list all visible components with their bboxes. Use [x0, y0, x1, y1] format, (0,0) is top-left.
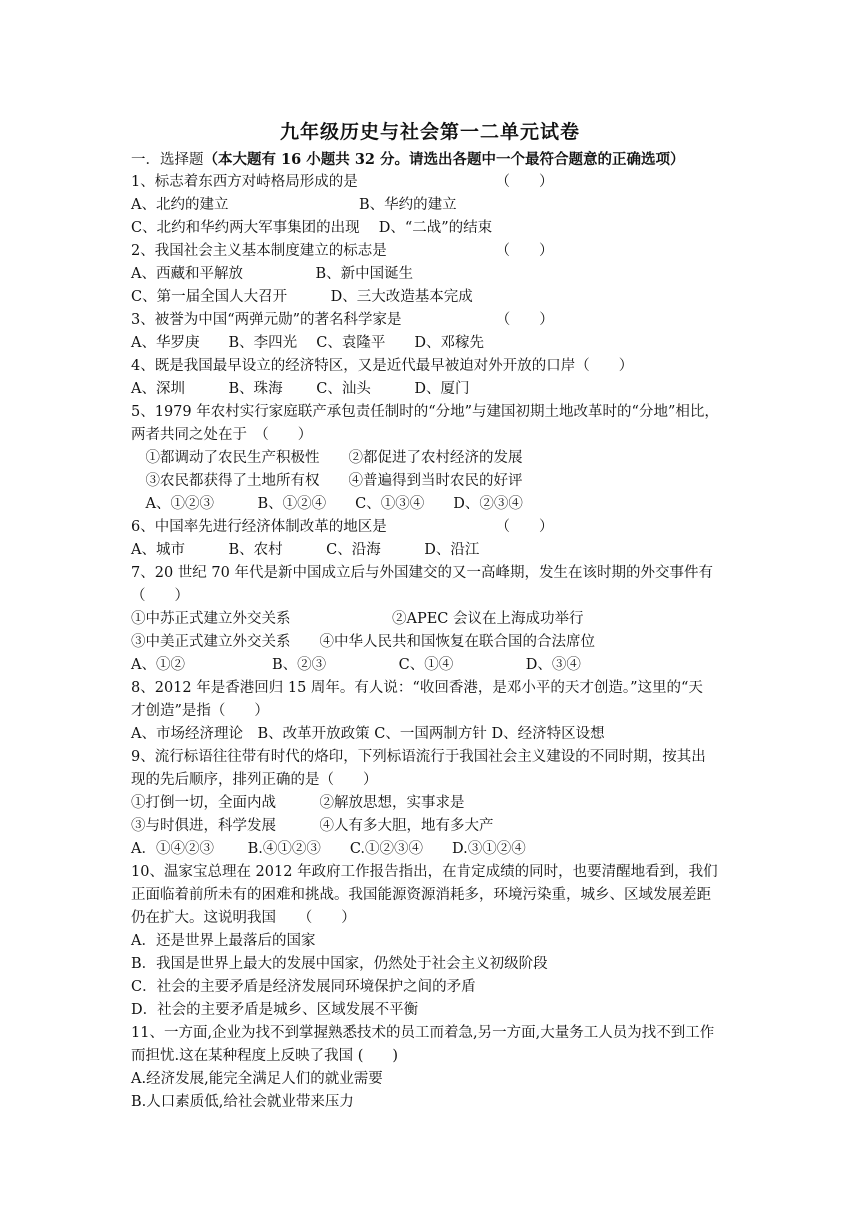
question-line: 才创造”是指（ ）: [131, 703, 269, 719]
question-line: A、市场经济理论 B、改革开放政策 C、一国两制方针 D、经济特区设想: [131, 726, 605, 742]
question-line: 两者共同之处在于 （ ）: [131, 427, 313, 443]
question-line: 正面临着前所未有的困难和挑战。我国能源资源消耗多，环境污染重，城乡、区域发展差距: [131, 887, 711, 903]
question-line: C、第一届全国人大召开 D、三大改造基本完成: [131, 289, 473, 305]
question-line: A、城市 B、农村 C、沿海 D、沿江: [131, 542, 480, 558]
question-line: ③中美正式建立外交关系 ④中华人民共和国恢复在联合国的合法席位: [131, 634, 595, 650]
question-line: 11、一方面,企业为找不到掌握熟悉技术的员工而着急,另一方面,大量务工人员为找不到工作: [131, 1025, 715, 1041]
question-line: A．还是世界上最落后的国家: [131, 933, 316, 949]
question-line: 仍在扩大。这说明我国 （ ）: [131, 910, 356, 926]
question-line: 5、1979 年农村实行家庭联产承包责任制时的“分地”与建国初期土地改革时的“分地”相比，: [131, 404, 719, 420]
question-line: 3、被誉为中国“两弹元勋”的著名科学家是 （ ）: [131, 312, 554, 328]
question-line: 7、20 世纪 70 年代是新中国成立后与外国建交的又一高峰期，发生在该时期的外交事件有: [131, 565, 713, 581]
question-line: 9、流行标语往往带有时代的烙印，下列标语流行于我国社会主义建设的不同时期，按其出: [131, 749, 706, 765]
question-line: B．我国是世界上最大的发展中国家，仍然处于社会主义初级阶段: [131, 956, 548, 972]
section-heading: [131, 150, 685, 172]
question-line: A、北约的建立 B、华约的建立: [131, 197, 457, 213]
page-title: 九年级历史与社会第一二单元试卷: [279, 121, 580, 143]
question-line: 2、我国社会主义基本制度建立的标志是 （ ）: [131, 243, 554, 259]
question-line: ③农民都获得了土地所有权 ④普遍得到当时农民的好评: [131, 473, 523, 489]
question-line: ①都调动了农民生产积极性 ②都促进了农村经济的发展: [131, 450, 523, 466]
question-line: A．①④②③ B.④①②③ C.①②③④ D.③①②④: [131, 841, 526, 857]
question-line: A.经济发展,能完全满足人们的就业需要: [131, 1071, 383, 1087]
question-line: ③与时俱进，科学发展 ④人有多大胆，地有多大产: [131, 818, 494, 834]
question-line: 10、温家宝总理在 2012 年政府工作报告指出，在肯定成绩的同时，也要清醒地看到，我们: [131, 864, 718, 880]
question-line: A、深圳 B、珠海 C、汕头 D、厦门: [131, 381, 470, 397]
question-line: ①中苏正式建立外交关系 ②APEC 会议在上海成功举行: [131, 611, 584, 627]
question-line: A、①② B、②③ C、①④ D、③④: [131, 657, 581, 673]
section-label: 一．选择题: [131, 152, 204, 168]
question-line: （ ）: [131, 588, 189, 604]
question-line: B.人口素质低,给社会就业带来压力: [131, 1094, 354, 1110]
question-line: A、华罗庚 B、李四光 C、袁隆平 D、邓稼先: [131, 335, 484, 351]
question-line: 6、中国率先进行经济体制改革的地区是 （ ）: [131, 519, 554, 535]
question-line: C、北约和华约两大军事集团的出现 D、“二战”的结束: [131, 220, 493, 236]
question-line: 现的先后顺序，排列正确的是（ ）: [131, 772, 378, 788]
question-line: A、西藏和平解放 B、新中国诞生: [131, 266, 414, 282]
question-line: 1、标志着东西方对峙格局形成的是 （ ）: [131, 174, 554, 190]
section-note: （本大题有 16 小题共 32 分。请选出各题中一个最符合题意的正确选项）: [203, 151, 685, 168]
question-line: C．社会的主要矛盾是经济发展同环境保护之间的矛盾: [131, 979, 476, 995]
question-line: D．社会的主要矛盾是城乡、区域发展不平衡: [131, 1002, 419, 1018]
question-line: 8、2012 年是香港回归 15 周年。有人说：“收回香港，是邓小平的天才创造。”这里的“天: [131, 680, 703, 696]
question-line: ①打倒一切，全面内战 ②解放思想，实事求是: [131, 795, 465, 811]
question-line: A、①②③ B、①②④ C、①③④ D、②③④: [131, 496, 523, 512]
question-line: 而担忧.这在某种程度上反映了我国 ( ): [131, 1048, 399, 1064]
question-line: 4、既是我国最早设立的经济特区，又是近代最早被迫对外开放的口岸（ ）: [131, 358, 634, 374]
